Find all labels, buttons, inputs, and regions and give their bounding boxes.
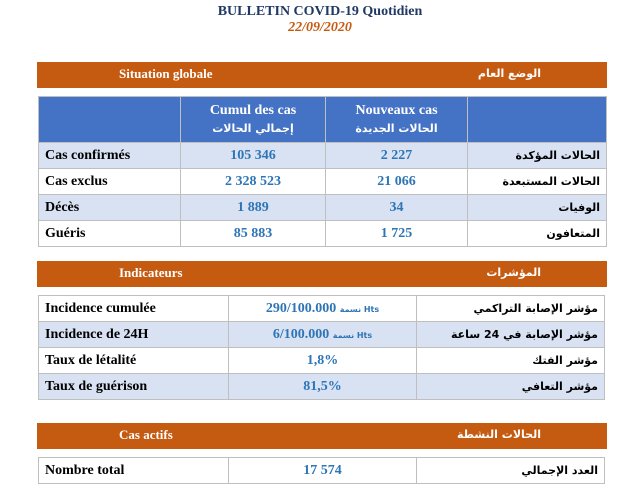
nouveaux-value: 34 [326,195,468,221]
row-label: Taux de létalité [39,348,229,374]
table-row [39,169,607,195]
indicator-unit: نسمة Hts [339,304,380,314]
row-label-ar: المتعافون [468,221,607,247]
situation-header [37,62,607,88]
table-row [39,348,605,374]
table-row [39,296,605,322]
situation-title-ar: الوضع العام [477,67,541,80]
row-label: Taux de guérison [39,374,229,400]
column-nouveaux-fr: Nouveaux cas [355,102,438,118]
table-row [39,195,607,221]
nouveaux-value: 21 066 [326,169,468,195]
column-cumul-fr: Cumul des cas [209,102,297,118]
row-label: Décès [39,195,181,221]
table-row [39,374,605,400]
row-label-ar: مؤشر التعافي [417,374,605,400]
indicateurs-header [37,261,607,287]
row-label-ar: الحالات المستبعدة [468,169,607,195]
row-label: Incidence cumulée [39,296,229,322]
row-label: Nombre total [39,458,229,484]
situation-title-fr: Situation globale [119,66,213,81]
row-label-ar: العدد الإجمالي [417,458,605,484]
indicator-value: 1,8% [229,348,417,374]
indicateurs-table [38,295,605,400]
actifs-title-ar: الحالات النشطة [456,428,541,441]
indicateurs-title-fr: Indicateurs [119,265,183,280]
column-header-cumul [181,97,326,143]
row-label-ar: مؤشر الإصابة في 24 ساعة [417,322,605,348]
row-label: Cas confirmés [39,143,181,169]
situation-header-row [39,97,607,143]
actifs-header [37,423,607,449]
column-nouveaux-ar: الحالات الجديدة [355,121,438,135]
indicator-value [229,322,417,348]
indicator-value [229,296,417,322]
bulletin-date: 22/09/2020 [288,20,352,35]
indicateurs-title-ar: المؤشرات [486,266,541,279]
cumul-value: 85 883 [181,221,326,247]
row-label: Guéris [39,221,181,247]
table-row [39,458,605,484]
row-label-ar: مؤشر الإصابة التراكمي [417,296,605,322]
column-header-nouveaux [326,97,468,143]
situation-table [38,96,607,247]
table-row [39,143,607,169]
table-row [39,322,605,348]
indicator-number: 290/100.000 [265,300,337,316]
cumul-value: 1 889 [181,195,326,221]
actifs-table [38,457,605,484]
table-row [39,221,607,247]
nouveaux-value: 2 227 [326,143,468,169]
indicator-unit: نسمة Hts [332,330,373,340]
bulletin-title: BULLETIN COVID-19 Quotidien [217,4,423,19]
nouveaux-value: 1 725 [326,221,468,247]
indicator-value: 81,5% [229,374,417,400]
corner-cell [39,97,181,143]
row-label-ar: الوفيات [468,195,607,221]
actifs-value: 17 574 [229,458,417,484]
row-label: Incidence de 24H [39,322,229,348]
corner-cell-right [468,97,607,143]
row-label-ar: الحالات المؤكدة [468,143,607,169]
actifs-title-fr: Cas actifs [119,427,173,442]
cumul-value: 2 328 523 [181,169,326,195]
row-label-ar: مؤشر الفتك [417,348,605,374]
column-cumul-ar: إجمالي الحالات [212,121,294,135]
row-label: Cas exclus [39,169,181,195]
cumul-value: 105 346 [181,143,326,169]
indicator-number: 6/100.000 [272,326,330,342]
